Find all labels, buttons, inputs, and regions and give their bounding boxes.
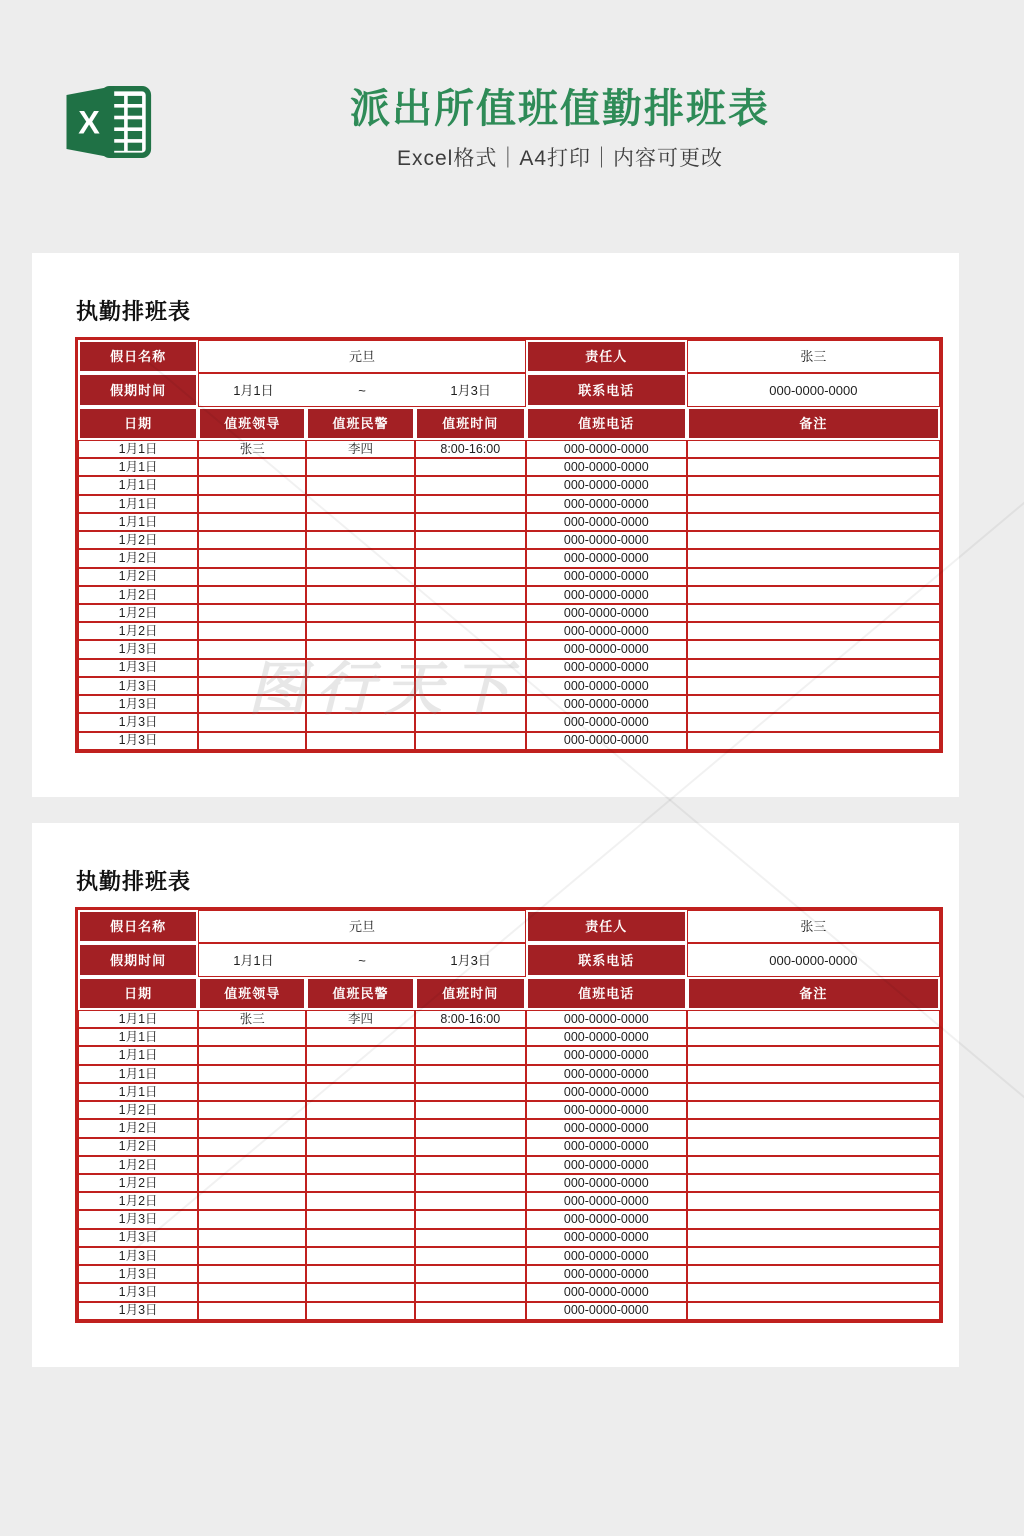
contact-phone-label: 联系电话: [526, 373, 687, 407]
cell-note: [687, 549, 940, 567]
cell-date: 1月2日: [78, 604, 198, 622]
cell-phone: 000-0000-0000: [526, 586, 687, 604]
cell-date: 1月3日: [78, 1283, 198, 1301]
column-header-phone: 值班电话: [526, 977, 687, 1010]
cell-time: [415, 1083, 526, 1101]
cell-officer: [306, 495, 414, 513]
cell-phone: 000-0000-0000: [526, 476, 687, 494]
period-tilde: ~: [358, 382, 366, 398]
owner-label: 责任人: [526, 340, 687, 373]
cell-note: [687, 1046, 940, 1064]
cell-date: 1月3日: [78, 1302, 198, 1320]
cell-phone: 000-0000-0000: [526, 622, 687, 640]
page-header: [0, 0, 1024, 253]
page-title: 派出所值班值勤排班表: [350, 87, 770, 131]
cell-note: [687, 659, 940, 677]
cell-date: 1月2日: [78, 1101, 198, 1119]
cell-phone: 000-0000-0000: [526, 513, 687, 531]
period-end: 1月3日: [450, 952, 491, 968]
column-header-date: 日期: [78, 407, 198, 440]
holiday-name-value: 元旦: [198, 340, 526, 373]
cell-officer: [306, 1156, 414, 1174]
column-header-leader: 值班领导: [198, 407, 306, 440]
cell-leader: [198, 476, 306, 494]
cell-phone: 000-0000-0000: [526, 495, 687, 513]
cell-date: 1月2日: [78, 568, 198, 586]
cell-phone: 000-0000-0000: [526, 713, 687, 731]
cell-phone: 000-0000-0000: [526, 1229, 687, 1247]
cell-note: [687, 476, 940, 494]
cell-leader: [198, 1119, 306, 1137]
cell-leader: [198, 568, 306, 586]
schedule-panel-1: [32, 253, 959, 797]
cell-date: 1月1日: [78, 495, 198, 513]
cell-leader: [198, 1101, 306, 1119]
cell-date: 1月2日: [78, 1138, 198, 1156]
cell-date: 1月3日: [78, 695, 198, 713]
cell-time: [415, 1229, 526, 1247]
cell-date: 1月3日: [78, 677, 198, 695]
cell-leader: [198, 713, 306, 731]
cell-time: [415, 1156, 526, 1174]
period-start: 1月1日: [233, 382, 274, 398]
cell-phone: 000-0000-0000: [526, 604, 687, 622]
watermark-text: 图行天下: [248, 657, 521, 722]
cell-officer: [306, 1302, 414, 1320]
cell-date: 1月1日: [78, 1065, 198, 1083]
cell-date: 1月3日: [78, 1265, 198, 1283]
cell-leader: [198, 531, 306, 549]
cell-leader: [198, 695, 306, 713]
cell-time: [415, 586, 526, 604]
cell-officer: 李四: [306, 1010, 414, 1028]
cell-phone: 000-0000-0000: [526, 1046, 687, 1064]
cell-phone: 000-0000-0000: [526, 531, 687, 549]
cell-time: [415, 1119, 526, 1137]
cell-time: [415, 458, 526, 476]
cell-officer: [306, 1174, 414, 1192]
cell-phone: 000-0000-0000: [526, 1028, 687, 1046]
holiday-name-label: 假日名称: [78, 910, 198, 943]
cell-note: [687, 622, 940, 640]
column-header-note: 备注: [687, 407, 940, 440]
cell-time: [415, 1302, 526, 1320]
cell-time: [415, 476, 526, 494]
cell-officer: [306, 1083, 414, 1101]
cell-time: [415, 1210, 526, 1228]
cell-note: [687, 531, 940, 549]
contact-phone-label: 联系电话: [526, 943, 687, 977]
cell-leader: [198, 1210, 306, 1228]
cell-date: 1月2日: [78, 549, 198, 567]
cell-phone: 000-0000-0000: [526, 677, 687, 695]
cell-date: 1月1日: [78, 1083, 198, 1101]
cell-date: 1月1日: [78, 458, 198, 476]
cell-phone: 000-0000-0000: [526, 1247, 687, 1265]
cell-time: [415, 1174, 526, 1192]
cell-officer: [306, 713, 414, 731]
cell-officer: [306, 640, 414, 658]
cell-phone: 000-0000-0000: [526, 1174, 687, 1192]
cell-phone: 000-0000-0000: [526, 1156, 687, 1174]
cell-time: [415, 1101, 526, 1119]
cell-leader: [198, 513, 306, 531]
cell-phone: 000-0000-0000: [526, 568, 687, 586]
cell-note: [687, 640, 940, 658]
cell-note: [687, 732, 940, 750]
cell-officer: [306, 586, 414, 604]
column-header-officer: 值班民警: [306, 977, 414, 1010]
cell-phone: 000-0000-0000: [526, 1119, 687, 1137]
cell-note: [687, 1101, 940, 1119]
cell-time: [415, 549, 526, 567]
cell-phone: 000-0000-0000: [526, 458, 687, 476]
schedule-panel-2: [32, 823, 959, 1367]
cell-date: 1月3日: [78, 1247, 198, 1265]
cell-officer: [306, 1119, 414, 1137]
cell-time: [415, 1265, 526, 1283]
cell-leader: [198, 640, 306, 658]
contact-phone-value: 000-0000-0000: [687, 943, 940, 977]
column-header-officer: 值班民警: [306, 407, 414, 440]
period-start: 1月1日: [233, 952, 274, 968]
cell-leader: [198, 1283, 306, 1301]
column-header-leader: 值班领导: [198, 977, 306, 1010]
cell-note: [687, 586, 940, 604]
cell-date: 1月2日: [78, 1119, 198, 1137]
owner-value: 张三: [687, 340, 940, 373]
cell-officer: [306, 677, 414, 695]
cell-phone: 000-0000-0000: [526, 732, 687, 750]
cell-date: 1月3日: [78, 732, 198, 750]
cell-phone: 000-0000-0000: [526, 440, 687, 458]
cell-note: [687, 713, 940, 731]
cell-phone: 000-0000-0000: [526, 1101, 687, 1119]
cell-date: 1月2日: [78, 531, 198, 549]
cell-phone: 000-0000-0000: [526, 640, 687, 658]
cell-time: [415, 495, 526, 513]
cell-officer: [306, 476, 414, 494]
cell-time: [415, 1283, 526, 1301]
cell-phone: 000-0000-0000: [526, 695, 687, 713]
owner-label: 责任人: [526, 910, 687, 943]
cell-leader: [198, 622, 306, 640]
cell-phone: 000-0000-0000: [526, 1010, 687, 1028]
cell-leader: [198, 586, 306, 604]
cell-date: 1月3日: [78, 659, 198, 677]
cell-date: 1月1日: [78, 1010, 198, 1028]
cell-leader: [198, 1229, 306, 1247]
cell-officer: [306, 1065, 414, 1083]
cell-officer: [306, 531, 414, 549]
cell-time: 8:00-16:00: [415, 1010, 526, 1028]
cell-phone: 000-0000-0000: [526, 1138, 687, 1156]
cell-note: [687, 1156, 940, 1174]
cell-date: 1月3日: [78, 640, 198, 658]
cell-leader: [198, 495, 306, 513]
cell-phone: 000-0000-0000: [526, 1302, 687, 1320]
cell-note: [687, 1065, 940, 1083]
cell-date: 1月2日: [78, 1174, 198, 1192]
cell-officer: [306, 1046, 414, 1064]
cell-phone: 000-0000-0000: [526, 1065, 687, 1083]
cell-phone: 000-0000-0000: [526, 1283, 687, 1301]
cell-leader: [198, 458, 306, 476]
cell-officer: [306, 1283, 414, 1301]
cell-date: 1月1日: [78, 513, 198, 531]
column-header-phone: 值班电话: [526, 407, 687, 440]
cell-officer: [306, 1101, 414, 1119]
cell-note: [687, 604, 940, 622]
cell-leader: [198, 1174, 306, 1192]
cell-officer: [306, 1028, 414, 1046]
holiday-period-value: [198, 943, 526, 977]
cell-leader: [198, 604, 306, 622]
page-subtitle: Excel格式｜A4打印｜内容可更改: [396, 147, 724, 170]
cell-note: [687, 1302, 940, 1320]
cell-officer: [306, 695, 414, 713]
cell-leader: 张三: [198, 440, 306, 458]
section-title: 执勤排班表: [76, 869, 192, 894]
holiday-name-label: 假日名称: [78, 340, 198, 373]
column-header-time: 值班时间: [415, 407, 526, 440]
cell-note: [687, 1192, 940, 1210]
cell-time: [415, 1046, 526, 1064]
cell-leader: [198, 1028, 306, 1046]
duty-table: [75, 337, 943, 753]
cell-phone: 000-0000-0000: [526, 549, 687, 567]
cell-officer: [306, 1138, 414, 1156]
cell-officer: [306, 513, 414, 531]
cell-note: [687, 440, 940, 458]
cell-time: [415, 1028, 526, 1046]
cell-note: [687, 513, 940, 531]
panels-container: [0, 253, 1024, 1367]
cell-officer: [306, 1210, 414, 1228]
cell-date: 1月1日: [78, 440, 198, 458]
cell-date: 1月2日: [78, 1156, 198, 1174]
cell-time: [415, 640, 526, 658]
cell-note: [687, 677, 940, 695]
contact-phone-value: 000-0000-0000: [687, 373, 940, 407]
cell-officer: [306, 1247, 414, 1265]
cell-time: [415, 531, 526, 549]
holiday-period-label: 假期时间: [78, 943, 198, 977]
cell-note: [687, 1010, 940, 1028]
cell-note: [687, 1265, 940, 1283]
cell-note: [687, 1028, 940, 1046]
cell-note: [687, 495, 940, 513]
cell-leader: [198, 1156, 306, 1174]
cell-leader: [198, 1265, 306, 1283]
cell-officer: [306, 1265, 414, 1283]
cell-note: [687, 1119, 940, 1137]
cell-time: [415, 622, 526, 640]
cell-note: [687, 1083, 940, 1101]
cell-phone: 000-0000-0000: [526, 1192, 687, 1210]
cell-date: 1月1日: [78, 1046, 198, 1064]
cell-officer: [306, 1192, 414, 1210]
holiday-period-value: [198, 373, 526, 407]
column-header-time: 值班时间: [415, 977, 526, 1010]
cell-time: [415, 1138, 526, 1156]
cell-officer: [306, 604, 414, 622]
cell-note: [687, 458, 940, 476]
cell-leader: [198, 1046, 306, 1064]
cell-time: [415, 713, 526, 731]
excel-logo-icon: [62, 84, 152, 160]
cell-date: 1月1日: [78, 476, 198, 494]
cell-phone: 000-0000-0000: [526, 659, 687, 677]
cell-time: [415, 732, 526, 750]
cell-date: 1月1日: [78, 1028, 198, 1046]
duty-table: [75, 907, 943, 1323]
cell-date: 1月3日: [78, 1229, 198, 1247]
cell-officer: [306, 622, 414, 640]
cell-phone: 000-0000-0000: [526, 1083, 687, 1101]
cell-time: [415, 513, 526, 531]
cell-leader: [198, 1138, 306, 1156]
column-header-note: 备注: [687, 977, 940, 1010]
cell-note: [687, 568, 940, 586]
cell-phone: 000-0000-0000: [526, 1210, 687, 1228]
cell-officer: [306, 659, 414, 677]
section-title: 执勤排班表: [76, 299, 192, 324]
cell-officer: [306, 549, 414, 567]
cell-leader: [198, 1192, 306, 1210]
cell-date: 1月3日: [78, 1210, 198, 1228]
cell-leader: [198, 549, 306, 567]
cell-leader: [198, 659, 306, 677]
cell-time: [415, 568, 526, 586]
holiday-name-value: 元旦: [198, 910, 526, 943]
cell-leader: [198, 1083, 306, 1101]
cell-leader: [198, 1247, 306, 1265]
cell-note: [687, 1229, 940, 1247]
svg-text:X: X: [78, 104, 100, 141]
cell-date: 1月2日: [78, 1192, 198, 1210]
cell-note: [687, 1247, 940, 1265]
cell-note: [687, 695, 940, 713]
cell-date: 1月2日: [78, 622, 198, 640]
cell-time: [415, 604, 526, 622]
cell-leader: [198, 1065, 306, 1083]
cell-leader: [198, 732, 306, 750]
cell-officer: [306, 568, 414, 586]
cell-officer: [306, 1229, 414, 1247]
cell-officer: [306, 458, 414, 476]
cell-phone: 000-0000-0000: [526, 1265, 687, 1283]
cell-leader: [198, 1302, 306, 1320]
cell-time: [415, 659, 526, 677]
column-header-date: 日期: [78, 977, 198, 1010]
period-end: 1月3日: [450, 382, 491, 398]
cell-time: 8:00-16:00: [415, 440, 526, 458]
cell-note: [687, 1283, 940, 1301]
cell-leader: [198, 677, 306, 695]
cell-time: [415, 1192, 526, 1210]
cell-officer: [306, 732, 414, 750]
cell-time: [415, 677, 526, 695]
cell-time: [415, 695, 526, 713]
cell-officer: 李四: [306, 440, 414, 458]
holiday-period-label: 假期时间: [78, 373, 198, 407]
cell-time: [415, 1247, 526, 1265]
cell-note: [687, 1174, 940, 1192]
header-title-block: [350, 86, 770, 172]
cell-date: 1月3日: [78, 713, 198, 731]
cell-note: [687, 1210, 940, 1228]
cell-time: [415, 1065, 526, 1083]
period-tilde: ~: [358, 952, 366, 968]
cell-leader: 张三: [198, 1010, 306, 1028]
cell-note: [687, 1138, 940, 1156]
owner-value: 张三: [687, 910, 940, 943]
cell-date: 1月2日: [78, 586, 198, 604]
